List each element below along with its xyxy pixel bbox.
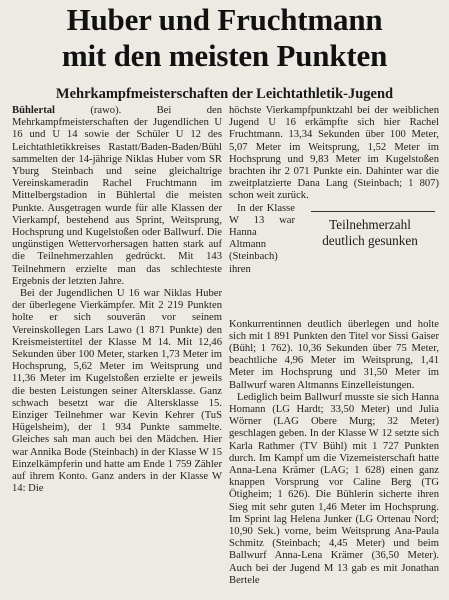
pull-quote <box>301 203 439 317</box>
subheadline: Mehrkampfmeisterschaften der Leichtathletik-Jugend <box>55 86 394 102</box>
dateline: Bühlertal <box>12 105 55 116</box>
pull-quote-rule <box>311 211 435 212</box>
pull-quote-line-1: Teilnehmerzahl <box>329 216 411 232</box>
headline-line-1: Huber und Fruchtmann <box>66 2 383 37</box>
article-paragraph <box>12 105 222 288</box>
pull-quote-line-2: deutlich gesunken <box>322 232 418 248</box>
article-paragraph: Lediglich beim Ballwurf musste sie sich Hanna Homann (LG Hardt; 33,50 Meter) und Julia Wörner (LAG Obere Murg; 32 Meter) geschlagen geben. In der Klasse W 12 setzte sich Karla Rathmer (TV Bühl) mit 1 727 Punkten durch. Im Kampf um die Vizemeisterschaft hatte Anna-Lena Krämer (LAG; 1 628) einen ganz knappen Vorsprung vor Caline Berg (TG Ötigheim; 1 626). Die Bühlerin sicherte ihren Sieg mit sehr guten 1,46 Meter im Hochsprung. Im Sprint lag Helena Junker (LG Ortenau Nord; 10,90 Sek.) vorne, beim Weitsprung Ana-Paula Schmitz (Steinbach; 4,45 Meter) und beim Ballwurf Anna-Lena Krämer (36,50 Meter). Auch bei der Jugend M 13 gab es mit Jonathan Bertele <box>229 391 439 586</box>
article-column-left <box>12 105 222 595</box>
article-paragraph: In der Klasse W 13 war Hanna Altmann (Steinbach) ihren Konkurrentinnen deutlich überlegen und holte sich mit 1 891 Punkten den Titel vor Sissi Gaiser (Bühl; 1 762). 10,36 Sekunden über 75 Meter, beachtliche 4,96 Meter im Weitsprung, 1,41 Meter im Hochsprung und 31,50 Meter im Ballwurf waren Altmanns Einzelleistungen. <box>229 202 439 391</box>
article-paragraph: Bei der Jugendlichen U 16 war Niklas Huber der überlegene Vierkämpfer. Mit 2 219 Punkten holte er sich souverän vor seinem Vereinskollegen Lars Lawo (1 871 Punkte) den Kreismeistertitel der Klasse M 14. Mit 12,46 Sekunden über 100 Meter, starken 1,73 Meter im Hochsprung, 5,62 Meter im Weitsprung und 11,36 Meter im Kugelstoßen erzielte er jeweils die besten Leistungen seiner Altersklasse. Ganz schwach besetzt war die Altersklasse 15. Einziger Teilnehmer war Kevin Kehrer (TuS Hügelsheim), der 1 934 Punkte sammelte. Gleiches sah man auch bei den Mädchen. Hier war Annika Bode (Steinbach) in der Klasse W 15 Einzelkämpferin und hatte am Ende 1 759 Zähler auf ihrem Konto. Ganz anders in der Klasse W 14: Die <box>12 288 222 495</box>
headline-line-2: mit den meisten Punkten <box>61 38 388 73</box>
paragraph-text: (rawo). Bei den Mehrkampfmeisterschaften der Jugendlichen U 16 und U 14 sowie der Schüler U 12 des Leichtathletikkreises Rastatt/Baden-Baden/Bühl sammelten der 14-jährige Niklas Huber vom SR Yburg Steinbach und seine gleichaltrige Vereinskameradin Rachel Fruchtmann im Mittelbergstadion in Bühlertal die meisten Punkte. Ausgetragen wurde für alle Klassen der Vierkampf, bestehend aus Sprint, Weitsprung, Hochsprung und Kugelstoßen oder Ballwurf. Die ungünstigen Wettervorhersagen hatten stark auf die Teilnehmerzahlen gedrückt. Mit 143 Teilnehmern erzielte man das schlechteste Ergebnis der letzten Jahre. <box>12 105 222 287</box>
article-paragraph: höchste Vierkampfpunktzahl bei der weiblichen Jugend U 16 erkämpfte sich hier Rachel Fruchtmann. 13,34 Sekunden über 100 Meter, 5,07 Meter im Weitsprung, 1,52 Meter im Hochsprung und 9,83 Meter im Kugelstoßen brachten ihr 2 071 Punkte ein. Dahinter war die zweitplatzierte Dana Lang (Steinbach; 1 807) schon weit zurück. <box>229 105 439 202</box>
article-column-right <box>229 105 439 597</box>
